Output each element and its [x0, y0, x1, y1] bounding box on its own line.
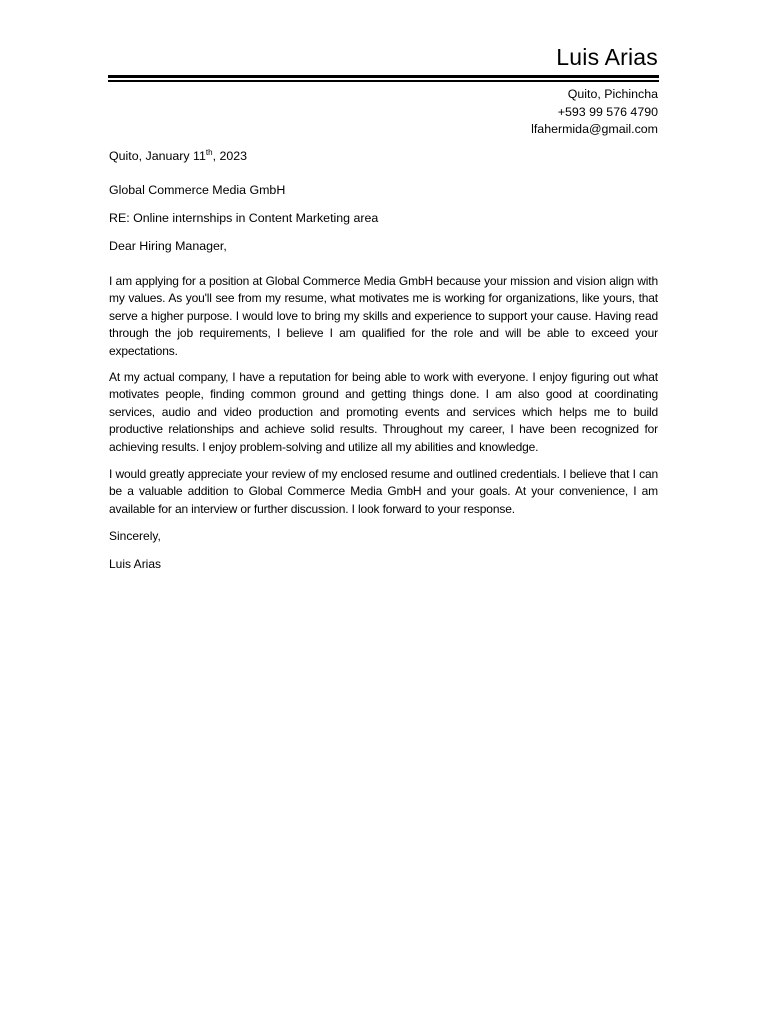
body-paragraph-3: I would greatly appreciate your review of my enclosed resume and outlined credentials. I believe that I can be a valuable addition to Global Commerce Media GmbH and your goals. At your convenience, I am available for an interview or further discussion. I look forward to your response. [109, 467, 658, 516]
date-year: , 2023 [212, 149, 248, 163]
header-divider-thin [108, 80, 659, 82]
letter-date [109, 148, 658, 166]
contact-email: lfahermida@gmail.com [531, 122, 658, 136]
body-paragraph-1: I am applying for a position at Global Commerce Media GmbH because your mission and vision align with my values. As you'll see from my resume, what motivates me is working for organizations, like yours, that serve a higher purpose. I would love to bring my skills and experience to support your cause. Having read through the job requirements, I believe I am qualified for the role and will be able to exceed your expectations. [109, 274, 658, 358]
contact-block [531, 86, 658, 139]
signature-name: Luis Arias [109, 556, 162, 571]
contact-phone: +593 99 576 4790 [557, 104, 658, 119]
body-paragraph-2: At my actual company, I have a reputation for being able to work with everyone. I enjoy figuring out what motivates people, finding common ground and getting things done. I am also good at coordinating services, audio and video production and promoting events and services which helps me to build productive relationships and achieve solid results. Throughout my career, I have been recognized for achieving results. I enjoy problem-solving and utilize all my abilities and knowledge. [109, 370, 658, 454]
date-prefix: Quito, January 11 [109, 149, 206, 163]
letter-body [109, 148, 658, 573]
subject-line: RE: Online internships in Content Marketing area [109, 211, 379, 225]
sender-name: Luis Arias [556, 44, 658, 70]
recipient-company: Global Commerce Media GmbH [109, 182, 286, 197]
contact-city: Quito, Pichincha [567, 87, 658, 101]
header-divider-thick [108, 75, 659, 78]
salutation: Dear Hiring Manager, [109, 238, 227, 253]
date-ordinal-suffix: th [205, 147, 213, 157]
closing: Sincerely, [109, 529, 161, 544]
